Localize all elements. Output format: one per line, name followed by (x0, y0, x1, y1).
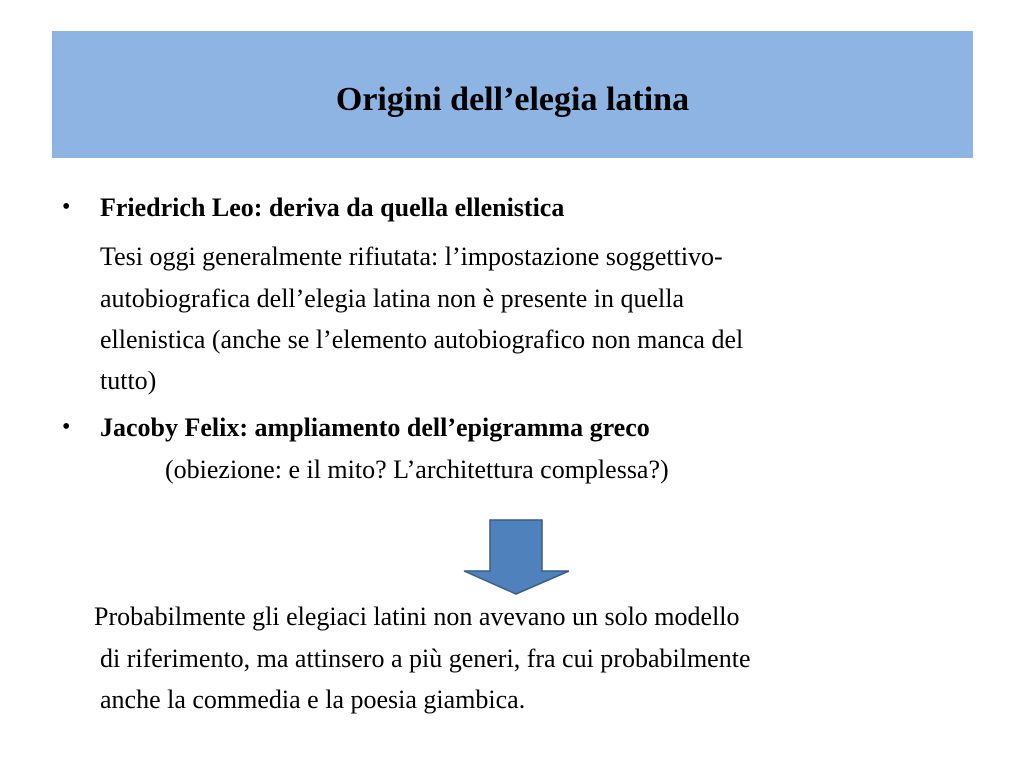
down-arrow-shape (464, 520, 569, 594)
bullet-body-line: Tesi oggi generalmente rifiutata: l’impostazione soggettivo- (100, 242, 723, 271)
bullet-body-line: autobiografica dell’elegia latina non è presente in quella (100, 284, 685, 313)
bullet-body-line: ellenistica (anche se l’elemento autobiografico non manca del (100, 325, 744, 354)
bullet-heading: Friedrich Leo: deriva da quella ellenistica (100, 193, 565, 222)
conclusion-line: anche la commedia e la poesia giambica. (100, 685, 526, 714)
bullet-marker: • (62, 414, 71, 440)
bullet-note: (obiezione: e il mito? L’architettura complessa?) (165, 455, 669, 484)
title-band (52, 31, 973, 158)
bullet-heading: Jacoby Felix: ampliamento dell’epigramma greco (100, 413, 650, 442)
conclusion-line: di riferimento, ma attinsero a più generi, fra cui probabilmente (100, 644, 751, 673)
bullet-body-line: tutto) (100, 366, 157, 395)
down-arrow-icon (462, 519, 572, 595)
slide-title: Origini dell’elegia latina (335, 80, 690, 118)
conclusion-line: Probabilmente gli elegiaci latini non avevano un solo modello (94, 602, 740, 631)
bullet-marker: • (62, 194, 71, 220)
